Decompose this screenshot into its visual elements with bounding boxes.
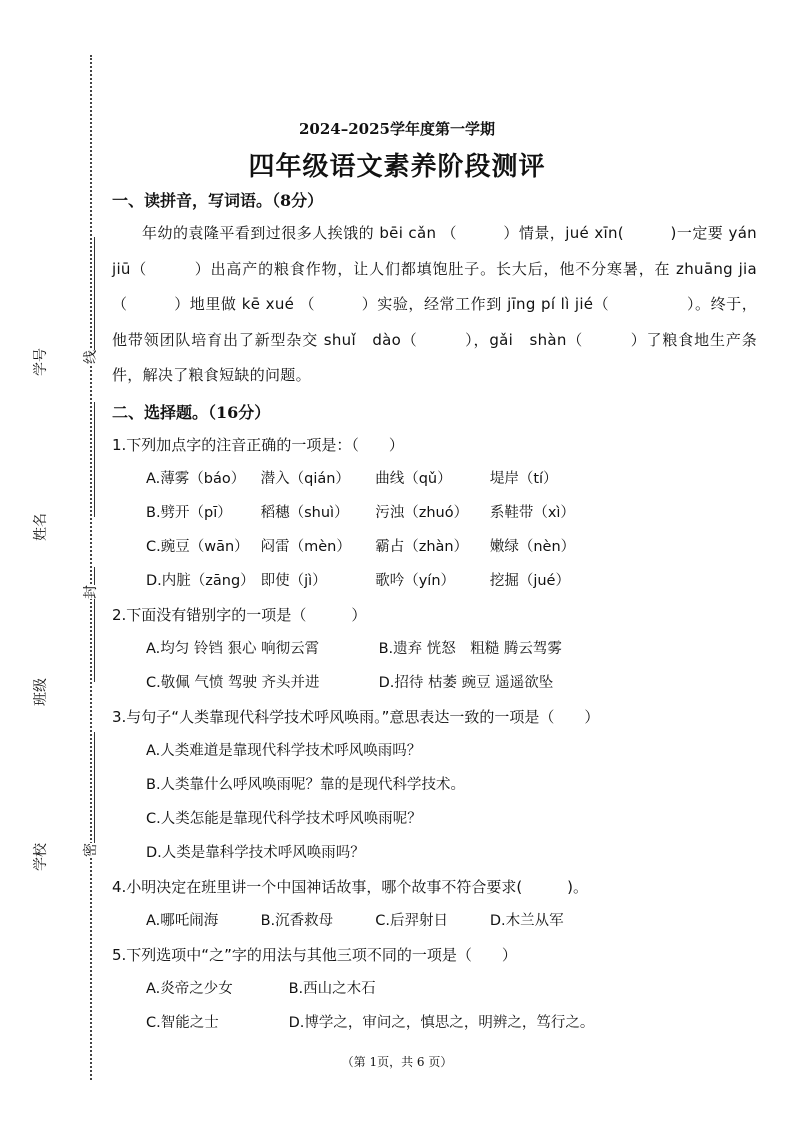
q1-c-3: 霸占（zhàn） — [375, 538, 469, 555]
q2-option-d: D.招待 枯萎 豌豆 遥遥欲坠 — [378, 674, 554, 691]
q1-d-1: D.内脏（zāng） — [146, 572, 255, 589]
school-label: 学校 — [33, 843, 49, 871]
q1-c-2: 闷雷（mèn） — [260, 538, 351, 555]
q1-c-1: C.豌豆（wān） — [146, 538, 249, 555]
q3-option-c: C.人类怎能是靠现代科学技术呼风唤雨呢？ — [146, 810, 422, 827]
q2-option-a: A.均匀 铃铛 狠心 响彻云霄 — [146, 640, 320, 657]
q3-option-b: B.人类靠什么呼风唤雨呢？靠的是现代科学技术。 — [146, 776, 466, 793]
seal-line-char: 线 — [78, 350, 102, 364]
q1-c-4: 嫩绿（nèn） — [489, 538, 576, 555]
q2-stem: 2.下面没有错别字的一项是（ ） — [112, 605, 367, 624]
seal-density-char: 密 — [78, 843, 102, 857]
q5-row-1 — [112, 972, 757, 1006]
q3-option-a: A.人类难道是靠现代科学技术呼风唤雨吗？ — [146, 742, 422, 759]
q5-option-d: D.博学之，审问之，慎思之，明辨之，笃行之。 — [288, 1014, 595, 1031]
q4-stem: 4.小明决定在班里讲一个中国神话故事，哪个故事不符合要求( )。 — [112, 877, 589, 896]
section1-title: 一、读拼音，写词语。（8分） — [112, 191, 324, 210]
q1-d-2: 即使（jì） — [260, 572, 327, 589]
q5-stem: 5.下列选项中“之”字的用法与其他三项不同的一项是（ ） — [112, 945, 517, 964]
q1-d-4: 挖掘（jué） — [489, 572, 570, 589]
seal-close-char: 封 — [78, 585, 102, 599]
q2-row-1 — [112, 632, 757, 666]
q1-b-3: 污浊（zhuó） — [375, 504, 469, 521]
section2-title: 二、选择题。（16分） — [112, 402, 271, 422]
q1-a-1: A.薄雾（báo） — [146, 470, 246, 487]
q2-option-b: B.遗弃 恍怒 粗糙 腾云驾雾 — [378, 640, 562, 657]
school-rule — [94, 732, 95, 847]
q4-option-d: D.木兰从军 — [489, 912, 564, 929]
q1-a-4: 堤岸（tí） — [489, 470, 558, 487]
q4-option-a: A.哪吒闹海 — [146, 912, 219, 929]
q4-option-b: B.沉香救母 — [260, 912, 334, 929]
q3-stem: 3.与句子“人类靠现代科学技术呼风唤雨。”意思表达一致的一项是（ ） — [112, 707, 600, 726]
q5-option-c: C.智能之士 — [146, 1014, 219, 1031]
q5-option-a: A.炎帝之少女 — [146, 980, 233, 997]
q1-option-a — [112, 462, 757, 496]
name-rule — [94, 402, 95, 517]
q1-stem: 1.下列加点字的注音正确的一项是：（ ） — [112, 435, 404, 454]
class-label: 班级 — [33, 678, 49, 706]
q1-a-3: 曲线（qǔ） — [375, 470, 452, 487]
q1-b-4: 系鞋带（xì） — [489, 504, 575, 521]
q1-a-2: 潜入（qián） — [260, 470, 350, 487]
q2-option-c: C.敬佩 气愤 驾驶 齐头并进 — [146, 674, 320, 691]
q5-option-b: B.西山之木石 — [288, 980, 376, 997]
page-number: （第 1页，共 6 页） — [341, 1055, 453, 1069]
q2-row-2 — [112, 666, 757, 700]
exam-term: 2024–2025学年度第一学期 — [299, 120, 495, 138]
exam-content — [112, 186, 757, 1040]
student-id-rule — [94, 237, 95, 352]
section1-passage: 年幼的袁隆平看到过很多人挨饿的 bēi cǎn （ ）情景，jué xīn( )一定要 yán jiū（ ）出高产的粮食作物，让人们都填饱肚子。长大后，他不分寒暑，在 zhuāng jia（ ）地里做 kē xué （ ）实验，经常工作到 jīng pí lì jié（ ）。终于，他带领团队培育出了新型杂交 shuǐ dào（ ），gǎi shàn（ ）了粮食地生产条件，解决了粮食短缺的问题。 — [112, 224, 757, 384]
q4-options — [112, 904, 757, 938]
q3-option-d: D.人类是靠科学技术呼风唤雨吗？ — [146, 844, 365, 861]
q1-option-b — [112, 496, 757, 530]
q1-option-d — [112, 564, 757, 598]
class-field — [32, 560, 92, 710]
q1-option-c — [112, 530, 757, 564]
student-id-label: 学号 — [33, 348, 49, 376]
q1-b-1: B.劈开（pī） — [146, 504, 232, 521]
q1-d-3: 歌吟（yín） — [375, 572, 456, 589]
exam-title: 四年级语文素养阶段测评 — [248, 152, 546, 182]
q4-option-c: C.后羿射日 — [375, 912, 448, 929]
q1-b-2: 稻穗（shuì） — [260, 504, 349, 521]
name-field — [32, 395, 92, 545]
name-label: 姓名 — [33, 513, 49, 541]
q5-row-2 — [112, 1006, 757, 1040]
